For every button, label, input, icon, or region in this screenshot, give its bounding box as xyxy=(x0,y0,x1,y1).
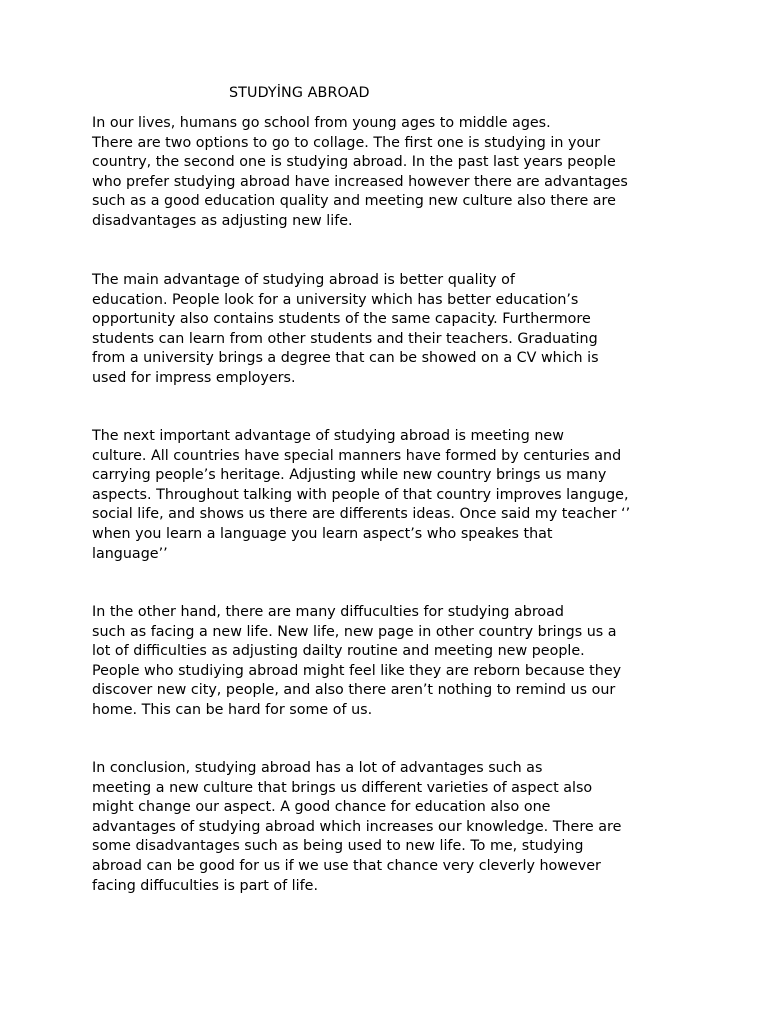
paragraph-education-advantage: The main advantage of studying abroad is better quality of education. People look for a university which has better education’s opportunity also contains students of the same capacity. Furthermore students can learn from other students and their teachers. Graduating from a university brings a degree that can be showed on a CV which is used for impress employers. xyxy=(92,272,599,386)
document-title: STUDYİNG ABROAD xyxy=(229,85,370,101)
paragraph-difficulties: In the other hand, there are many diffuculties for studying abroad such as facing a new life. New life, new page in other country brings us a lot of difficulties as adjusting dailty routine and meeting new people. People who studiying abroad might feel like they are reborn because they discover new city, people, and also there aren’t nothing to remind us our home. This can be hard for some of us. xyxy=(92,604,622,718)
paragraph-conclusion: In conclusion, studying abroad has a lot of advantages such as meeting a new culture that brings us different varieties of aspect also might change our aspect. A good chance for education also one advantages of studying abroad which increases our knowledge. There are some disadvantages such as being used to new life. To me, studying abroad can be good for us if we use that chance very cleverly however facing diffuculties is part of life. xyxy=(92,760,622,894)
paragraph-culture-advantage: The next important advantage of studying abroad is meeting new culture. All countries have special manners have formed by centuries and carrying people’s heritage. Adjusting while new country brings us many aspects. Throughout talking with people of that country improves languge, social life, and shows us there are differents ideas. Once said my teacher ‘’ when you learn a language you learn aspect’s who speakes that language’’ xyxy=(92,428,631,562)
paragraph-introduction: In our lives, humans go school from young ages to middle ages. There are two options to go to collage. The first one is studying in your country, the second one is studying abroad. In the past last years people who prefer studying abroad have increased however there are advantages such as a good education quality and meeting new culture also there are disadvantages as adjusting new life. xyxy=(92,115,628,229)
